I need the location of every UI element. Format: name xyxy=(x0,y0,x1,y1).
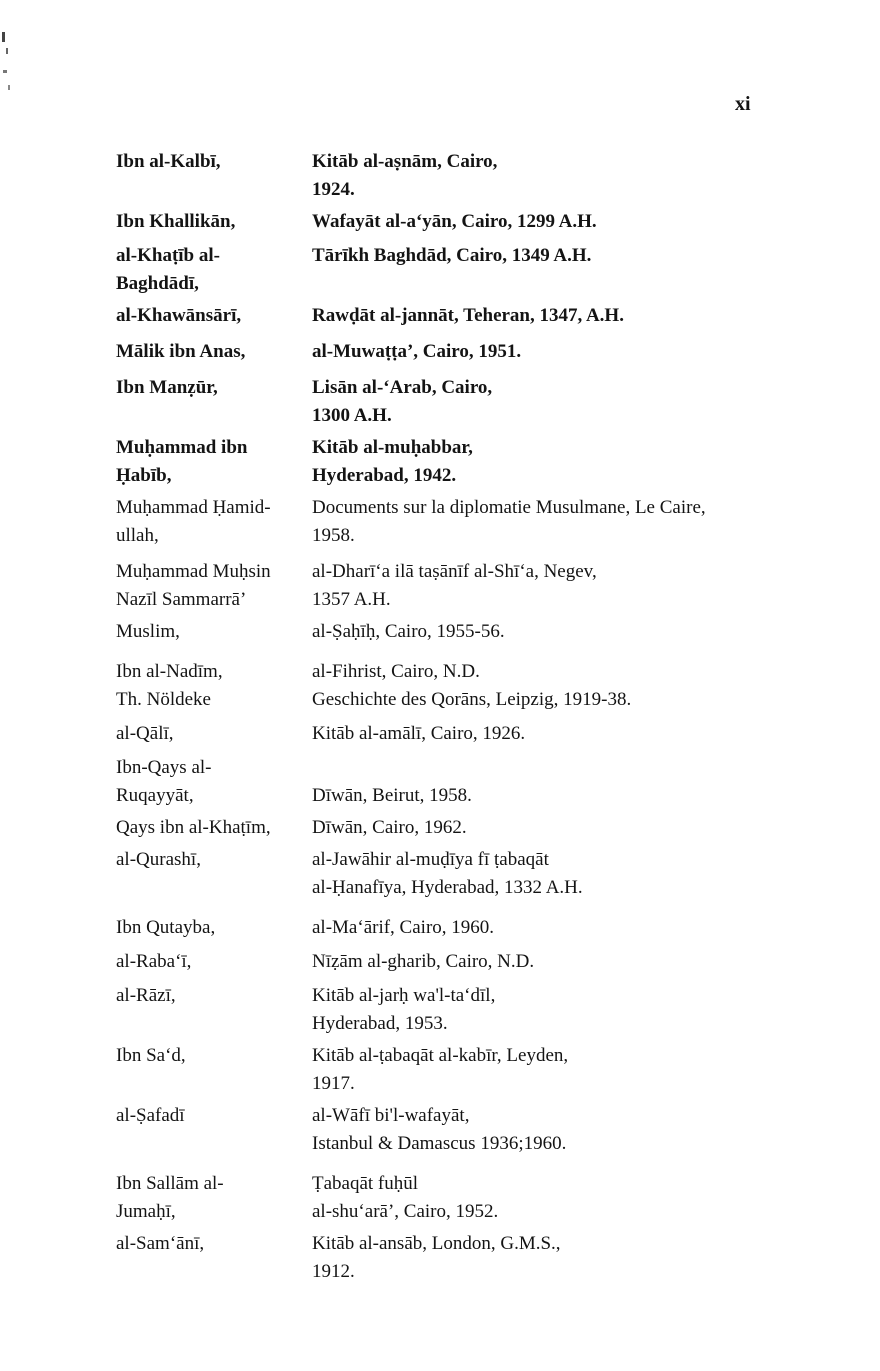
entry-title: Kitāb al-aṣnām, Cairo, 1924. xyxy=(312,151,498,200)
page-number: xi xyxy=(735,93,751,115)
entry-title: Geschichte des Qorāns, Leipzig, 1919-38. xyxy=(312,689,632,710)
entry-author: Ibn Manẓūr, xyxy=(116,377,218,398)
entry-author: al-Rāzī, xyxy=(116,985,176,1006)
entry-author: Ibn Sallām al- Jumaḥī, xyxy=(116,1173,224,1222)
entry-author: al-Raba‘ī, xyxy=(116,951,192,972)
entry-author: al-Ṣafadī xyxy=(116,1105,185,1126)
entry-author: Mālik ibn Anas, xyxy=(116,341,246,362)
entry-title: Kitāb al-muḥabbar, Hyderabad, 1942. xyxy=(312,437,473,486)
entry-title: Kitāb al-ṭabaqāt al-kabīr, Leyden, 1917. xyxy=(312,1045,569,1094)
entry-author: Qays ibn al-Khaṭīm, xyxy=(116,817,271,838)
entry-title: al-Ma‘ārif, Cairo, 1960. xyxy=(312,917,495,938)
entry-title: Dīwān, Cairo, 1962. xyxy=(312,817,467,838)
entry-author: Th. Nöldeke xyxy=(116,689,211,710)
entry-title: Nīẓām al-gharib, Cairo, N.D. xyxy=(312,951,535,972)
entry-title: Kitāb al-ansāb, London, G.M.S., 1912. xyxy=(312,1233,561,1282)
entry-title: Rawḍāt al-jannāt, Teheran, 1347, A.H. xyxy=(312,305,624,326)
entry-title: Documents sur la diplomatie Musulmane, Le Caire, 1958. xyxy=(312,497,706,546)
entry-title: Wafayāt al-a‘yān, Cairo, 1299 A.H. xyxy=(312,211,597,232)
scan-speck-mark xyxy=(0,30,14,110)
entry-title: Tārīkh Baghdād, Cairo, 1349 A.H. xyxy=(312,245,592,266)
entry-title: Kitāb al-jarḥ wa'l-ta‘dīl, Hyderabad, 1953. xyxy=(312,985,496,1034)
entry-author: al-Qurashī, xyxy=(116,849,201,870)
entry-title: al-Jawāhir al-muḍīya fī ṭabaqāt al-Ḥanafīya, Hyderabad, 1332 A.H. xyxy=(312,849,583,898)
entry-author: al-Qālī, xyxy=(116,723,174,744)
entry-author: Muḥammad Muḥsin Nazīl Sammarrā’ xyxy=(116,561,271,610)
entry-author: Ibn Sa‘d, xyxy=(116,1045,186,1066)
entry-title: al-Fihrist, Cairo, N.D. xyxy=(312,661,480,682)
entry-author: al-Khawānsārī, xyxy=(116,305,242,326)
entry-author: Ibn Khallikān, xyxy=(116,211,236,232)
entry-title: al-Muwaṭṭa’, Cairo, 1951. xyxy=(312,341,522,362)
entry-title: al-Wāfī bi'l-wafayāt, Istanbul & Damascus 1936;1960. xyxy=(312,1105,567,1154)
entry-title: Dīwān, Beirut, 1958. xyxy=(312,785,472,806)
entry-author: Muslim, xyxy=(116,621,180,642)
entry-title: al-Dharī‘a ilā taṣānīf al-Shī‘a, Negev, 1357 A.H. xyxy=(312,561,597,610)
entry-title: al-Ṣaḥīḥ, Cairo, 1955-56. xyxy=(312,621,505,642)
entry-author: Ibn al-Kalbī, xyxy=(116,151,221,172)
entry-title: Ṭabaqāt fuḥūl al-shu‘arā’, Cairo, 1952. xyxy=(312,1173,499,1222)
entry-author: Muḥammad Ḥamid- ullah, xyxy=(116,497,271,546)
entry-author: Ibn al-Nadīm, xyxy=(116,661,223,682)
entry-author: Muḥammad ibn Ḥabīb, xyxy=(116,437,248,486)
entry-title: Lisān al-‘Arab, Cairo, 1300 A.H. xyxy=(312,377,493,426)
entry-author: al-Khaṭīb al- Baghdādī, xyxy=(116,245,220,294)
entry-author: Ibn Qutayba, xyxy=(116,917,216,938)
entry-author: al-Sam‘ānī, xyxy=(116,1233,205,1254)
entry-author: Ibn-Qays al- Ruqayyāt, xyxy=(116,757,212,806)
entry-title: Kitāb al-amālī, Cairo, 1926. xyxy=(312,723,526,744)
